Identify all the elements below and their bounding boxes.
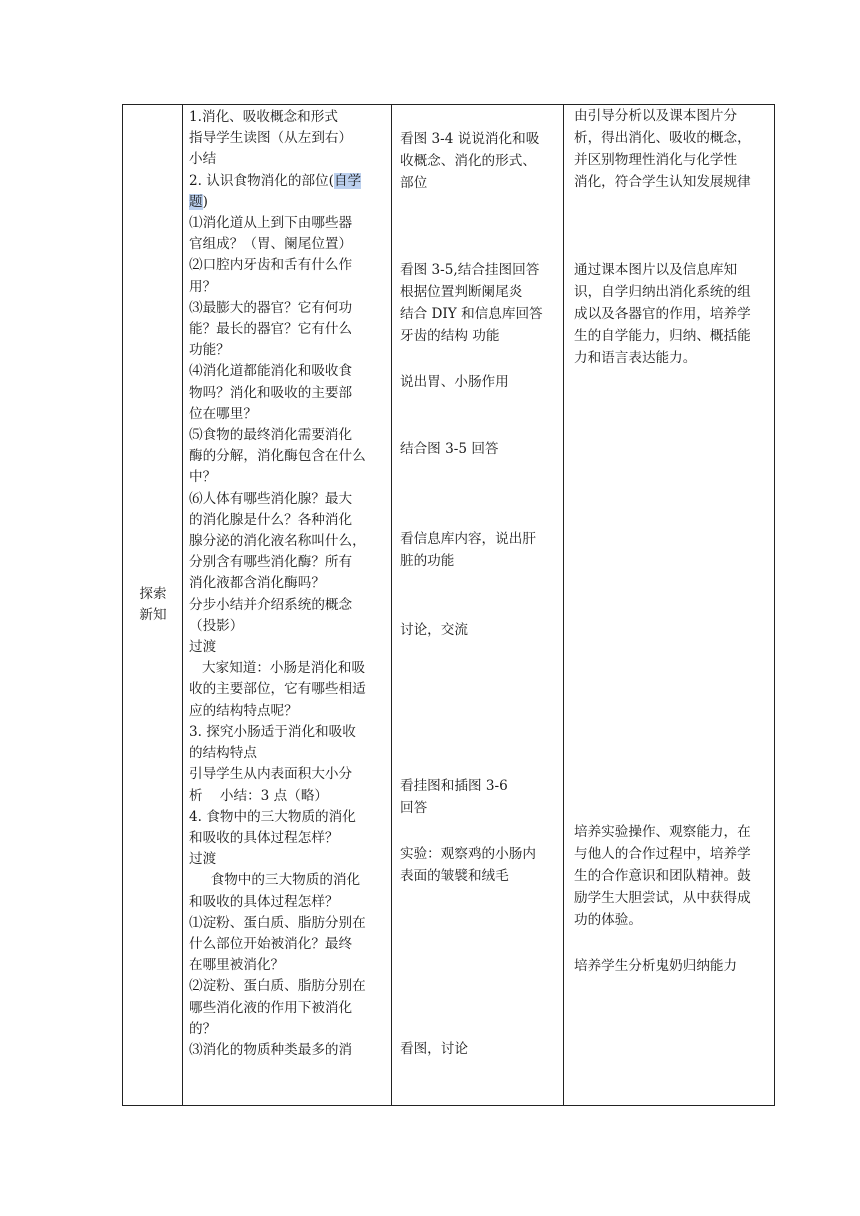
text-line: 结合图 3-5 回答 (400, 441, 499, 457)
text-line: 励学生大胆尝试，从中获得成 (574, 890, 751, 906)
text-line: 收的主要部位，它有哪些相适 (189, 681, 366, 698)
text-line: 培养学生分析鬼奶归纳能力 (574, 958, 738, 974)
column-divider (563, 105, 564, 1105)
text-line: 位在哪里？ (189, 405, 257, 422)
text-line: 部位 (400, 175, 428, 191)
text-line: 消化，符合学生认知发展规律 (574, 174, 751, 190)
text-line: 食物中的三大物质的消化 (189, 872, 361, 889)
text-line: 由引导分析以及课本图片分 (574, 108, 738, 124)
text-line: 析 小结：3 点（略） (189, 787, 329, 804)
text-line: 的结构特点 (189, 745, 257, 762)
text-line: 哪些消化液的作用下被消化 (189, 999, 353, 1016)
teacher-activity-cell (189, 105, 391, 1061)
text-line: 3. 探究小肠适于消化和吸收 (189, 723, 356, 740)
text-line: 培养实验操作、观察能力，在 (574, 824, 751, 840)
text-line: ⑵淀粉、蛋白质、脂肪分别在 (189, 978, 366, 995)
text-line: 酶的分解，消化酶包含在什么 (189, 448, 366, 465)
text-line: 能？最长的器官？它有什么 (189, 321, 353, 338)
text-line: ⑶最膨大的器官？它有何功 (189, 299, 353, 316)
text-line: 析，得出消化、吸收的概念， (574, 130, 751, 146)
text-line: 小结 (189, 151, 217, 168)
section-label-cell (123, 105, 183, 1105)
text-line: 和吸收的具体过程怎样？ (189, 893, 339, 910)
text-line: 根据位置判断阑尾炎 (400, 284, 523, 300)
text-line: 结合 DIY 和信息库回答 (400, 306, 543, 322)
text-line: 官组成？（胃、阑尾位置） (189, 236, 353, 253)
section-label-line: 新知 (139, 607, 167, 623)
text-line: 识，自学归纳出消化系统的组 (574, 284, 751, 300)
text-line: ⑵口腔内牙齿和舌有什么作 (189, 257, 353, 274)
text-span: 2. 认识食物消化的部位( (189, 172, 334, 189)
text-line: 成以及各器官的作用，培养学 (574, 306, 751, 322)
text-line: 物吗？消化和吸收的主要部 (189, 384, 353, 401)
text-line: 看图 3-4 说说消化和吸 (400, 131, 540, 147)
text-line: 实验：观察鸡的小肠内 (400, 846, 536, 862)
text-line: 看图，讨论 (400, 1041, 468, 1057)
text-line: 看挂图和插图 3-6 (400, 778, 508, 794)
text-line: 和吸收的具体过程怎样？ (189, 829, 339, 846)
text-line: 表面的皱襞和绒毛 (400, 868, 509, 884)
text-line: ⑸食物的最终消化需要消化 (189, 427, 353, 444)
text-line: 看图 3-5,结合挂图回答 (400, 262, 540, 278)
text-line: 中？ (189, 469, 217, 486)
text-line: ⑷消化道都能消化和吸收食 (189, 363, 353, 380)
text-line: 应的结构特点呢？ (189, 702, 298, 719)
text-line: 分步小结并介绍系统的概念 (189, 596, 353, 613)
text-line: ⑴淀粉、蛋白质、脂肪分别在 (189, 914, 366, 931)
text-line: 过渡 (189, 639, 217, 656)
text-line: 的消化腺是什么？各种消化 (189, 511, 353, 528)
text-line: 在哪里被消化？ (189, 957, 285, 974)
text-line: 回答 (400, 800, 428, 816)
text-line: 用？ (189, 278, 217, 295)
text-line: 力和语言表达能力。 (574, 350, 697, 366)
text-line: 的？ (189, 1020, 217, 1037)
text-line (189, 192, 391, 213)
text-span: ) (202, 193, 208, 210)
text-line: 什么部位开始被消化？最终 (189, 935, 353, 952)
text-line: 消化液都含消化酶吗？ (189, 575, 325, 592)
text-line: 过渡 (189, 851, 217, 868)
text-line: 1.消化、吸收概念和形式 (189, 109, 338, 125)
text-line: 功能？ (189, 342, 230, 359)
text-line: ⑶消化的物质种类最多的消 (189, 1041, 353, 1058)
highlighted-text: 题 (189, 193, 203, 210)
text-line: 通过课本图片以及信息库知 (574, 262, 738, 278)
text-line: 功的体验。 (574, 912, 642, 928)
text-line: 讨论，交流 (400, 622, 468, 638)
text-line: 4. 食物中的三大物质的消化 (189, 808, 356, 825)
text-line: ⑴消化道从上到下由哪些器 (189, 215, 353, 232)
text-line: 牙齿的结构 功能 (400, 328, 500, 344)
text-line: 腺分泌的消化液名称叫什么， (189, 533, 366, 550)
section-label (139, 584, 166, 626)
text-line: 收概念、消化的形式、 (400, 153, 536, 169)
text-line: 并区别物理性消化与化学性 (574, 152, 738, 168)
text-line: 指导学生读图（从左到右） (189, 130, 353, 147)
text-line: 生的合作意识和团队精神。鼓 (574, 868, 751, 884)
text-line: （投影） (189, 617, 244, 634)
section-label-line: 探索 (139, 585, 167, 602)
text-line: 生的自学能力，归纳、概括能 (574, 328, 751, 344)
text-line: 脏的功能 (400, 553, 455, 569)
lesson-plan-table (122, 104, 775, 1106)
highlighted-text: 自学 (333, 172, 362, 189)
text-line: 大家知道：小肠是消化和吸 (189, 660, 366, 677)
text-line: ⑹人体有哪些消化腺？最大 (189, 490, 353, 507)
text-line: 分别含有哪些消化酶？所有 (189, 554, 353, 571)
text-line: 看信息库内容，说出肝 (400, 531, 536, 547)
text-line: 与他人的合作过程中，培养学 (574, 846, 751, 862)
column-divider (391, 105, 392, 1105)
text-line (189, 171, 391, 192)
text-line: 引导学生从内表面积大小分 (189, 766, 353, 783)
text-line: 说出胃、小肠作用 (400, 374, 509, 390)
